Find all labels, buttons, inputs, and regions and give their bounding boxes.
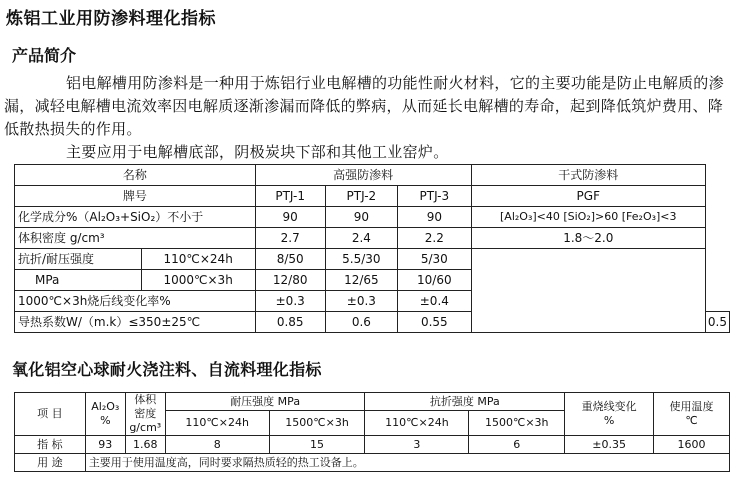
brand-cell: PTJ-3	[398, 186, 472, 207]
table-row	[15, 249, 730, 270]
condition-cell: 110℃×24h	[141, 249, 255, 270]
condition-cell: 1500℃×3h	[269, 411, 365, 436]
header-high-strength: 高强防渗料	[255, 165, 471, 186]
header-al2o3	[85, 393, 125, 436]
table-cell: 1600	[654, 436, 730, 454]
table-cell: 3	[365, 436, 469, 454]
condition-cell: 1500℃×3h	[469, 411, 565, 436]
table-cell: 2.4	[325, 228, 397, 249]
table-cell: 90	[398, 207, 472, 228]
header-flexural: 抗折强度 MPa	[365, 393, 565, 411]
table-cell-empty	[471, 249, 705, 333]
intro-paragraph: 铝电解槽用防渗料是一种用于炼铝行业电解槽的功能性耐火材料，它的主要功能是防止电解质的渗漏，减轻电解槽电流效率因电解质逐渐渗漏而降低的弊病，从而延长电解槽的寿命，起到降低筑炉费用、降低散热损失的作用。	[4, 74, 724, 138]
table-cell: 90	[255, 207, 325, 228]
table-cell: 6	[469, 436, 565, 454]
table-cell: 0.85	[255, 312, 325, 333]
header-density-line1: 体积	[134, 393, 157, 406]
row-label-density: 体积密度 g/cm³	[15, 228, 256, 249]
brand-cell: PGF	[471, 186, 705, 207]
use-description: 主要用于使用温度高，同时要求隔热质轻的热工设备上。	[85, 454, 729, 472]
header-name: 名称	[15, 165, 256, 186]
table-row	[15, 454, 730, 472]
header-item: 项 目	[15, 393, 86, 436]
table-cell: 5/30	[398, 249, 472, 270]
table-cell: 8	[165, 436, 269, 454]
condition-cell: 110℃×24h	[165, 411, 269, 436]
header-al2o3-label: Al₂O₃	[91, 400, 120, 413]
table-cell: 5.5/30	[325, 249, 397, 270]
table-row	[15, 186, 730, 207]
row-label-linear-change: 1000℃×3h烧后线变化率%	[15, 291, 256, 312]
row-label-thermal: 导热系数W/（m.k）≤350±25℃	[15, 312, 256, 333]
castable-spec-table	[14, 392, 730, 472]
header-reheat	[565, 393, 654, 436]
table-row	[15, 393, 730, 411]
table-cell: ±0.4	[398, 291, 472, 312]
condition-cell: 1000℃×3h	[141, 270, 255, 291]
page-title: 炼铝工业用防渗料理化指标	[6, 9, 216, 29]
header-temp-label: 使用温度	[669, 400, 714, 413]
row-label-use: 用 途	[15, 454, 86, 472]
intro-usage: 主要应用于电解槽底部，阴极炭块下部和其他工业窑炉。	[66, 143, 449, 161]
table-cell: 0.5	[705, 312, 729, 333]
anti-seepage-spec-table	[14, 164, 730, 333]
row-label-index: 指 标	[15, 436, 86, 454]
table-cell: 15	[269, 436, 365, 454]
brand-cell: PTJ-2	[325, 186, 397, 207]
header-density-unit: g/cm³	[129, 421, 162, 434]
table-cell: 8/50	[255, 249, 325, 270]
header-compressive: 耐压强度 MPa	[165, 393, 365, 411]
table-cell: 1.8～2.0	[471, 228, 705, 249]
table-row	[15, 207, 730, 228]
header-service-temp	[654, 393, 730, 436]
table-cell: 0.55	[398, 312, 472, 333]
section2-heading: 氧化铝空心球耐火浇注料、自流料理化指标	[12, 360, 322, 379]
table-cell: 0.6	[325, 312, 397, 333]
table-cell: 1.68	[125, 436, 165, 454]
header-dry: 干式防渗料	[471, 165, 705, 186]
table-cell: ±0.3	[255, 291, 325, 312]
header-density-line2: 密度	[134, 407, 157, 420]
table-cell: 90	[325, 207, 397, 228]
row-label-chemical: 化学成分%（Al₂O₃+SiO₂）不小于	[15, 207, 256, 228]
header-al2o3-unit: %	[100, 414, 111, 427]
table-cell: 12/80	[255, 270, 325, 291]
table-cell: 93	[85, 436, 125, 454]
intro-heading: 产品简介	[12, 46, 77, 65]
table-cell: ±0.35	[565, 436, 654, 454]
row-label-strength: 抗折/耐压强度	[15, 249, 142, 270]
table-row	[15, 165, 730, 186]
table-cell: 2.7	[255, 228, 325, 249]
condition-cell: 110℃×24h	[365, 411, 469, 436]
header-reheat-unit: %	[603, 414, 615, 427]
table-cell: 10/60	[398, 270, 472, 291]
table-row	[15, 228, 730, 249]
header-brand: 牌号	[15, 186, 256, 207]
table-cell: 12/65	[325, 270, 397, 291]
table-cell: [Al₂O₃]<40 [SiO₂]>60 [Fe₂O₃]<3	[471, 207, 705, 228]
header-temp-unit: ℃	[685, 414, 698, 427]
row-label-strength-unit: MPa	[15, 270, 142, 291]
header-reheat-label: 重烧线变化	[581, 400, 637, 413]
brand-cell: PTJ-1	[255, 186, 325, 207]
table-cell: ±0.3	[325, 291, 397, 312]
table-row	[15, 436, 730, 454]
header-density	[125, 393, 165, 436]
table-cell: 2.2	[398, 228, 472, 249]
